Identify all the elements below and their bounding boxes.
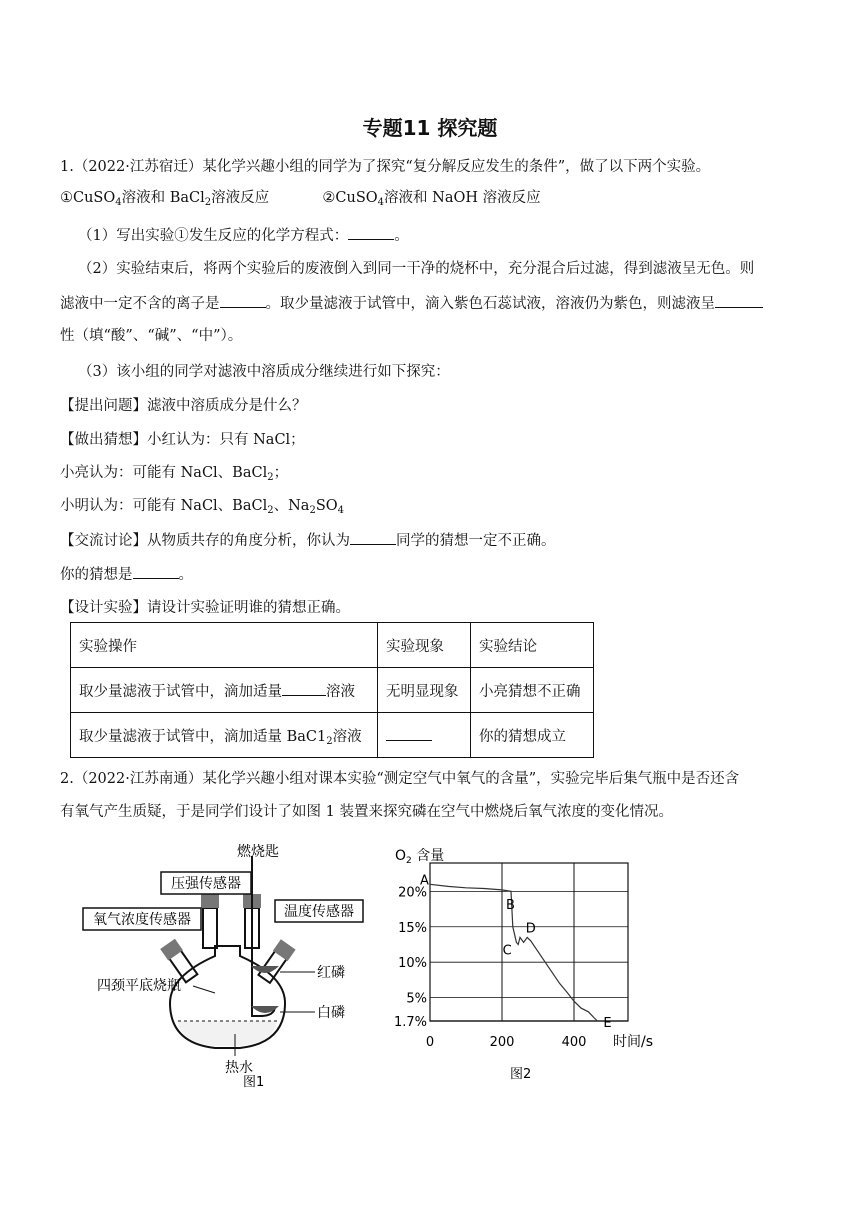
table-cell: 取少量滤液于试管中，滴加适量 $BaC1_2$溶液 xyxy=(71,713,378,758)
oxygen-chart xyxy=(385,838,685,1088)
q1-part2-b: 滤液中一定不含的离子是 。取少量滤液于试管中，滴入紫色石蕊试液，溶液仍为紫色，则滤液呈 xyxy=(60,293,763,314)
ask-question: 【提出问题】滤液中溶质成分是什么？ xyxy=(60,398,307,414)
table-cell: 取少量滤液于试管中，滴加适量 溶液 xyxy=(71,668,378,713)
q1-part2-a: （2）实验结束后，将两个实验后的废液倒入到同一干净的烧杯中，充分混合后过滤，得到滤液呈无色。则 xyxy=(78,261,755,277)
q2-line2: 有氧气产生质疑，于是同学们设计了如图 1 装置来探究磷在空气中燃烧后氧气浓度的变化情况。 xyxy=(60,804,673,820)
exp1-text: ①CuSO$_4$溶液和 BaCl$_2$溶液反应 xyxy=(60,190,270,208)
answer-blank[interactable] xyxy=(282,681,326,696)
answer-blank[interactable] xyxy=(348,225,394,240)
answer-blank[interactable] xyxy=(386,726,432,741)
x-tick-label: 400 xyxy=(561,1035,587,1050)
q1-part3: （3）该小组的同学对滤液中溶质成分继续进行如下探究： xyxy=(78,364,450,380)
y-tick-label: 5% xyxy=(406,991,427,1007)
chart-xlabel: 时间/s xyxy=(613,1034,654,1050)
your-guess: 你的猜想是 。 xyxy=(60,564,193,585)
answer-blank[interactable] xyxy=(220,293,266,308)
table-cell: 无明显现象 xyxy=(378,668,471,713)
q1-part1: （1）写出实验①发生反应的化学方程式： 。 xyxy=(78,225,409,246)
q2-line1: 2.（2022·江苏南通）某化学兴趣小组对课本实验“测定空气中氧气的含量”，实验完毕后集气瓶中是否还含 xyxy=(60,771,740,787)
white-phosphorus-label: 白磷 xyxy=(317,1005,345,1021)
temp-sensor-plug xyxy=(273,939,296,961)
table-row xyxy=(71,713,594,758)
guess-xiaohong: 【做出猜想】小红认为：只有 NaCl； xyxy=(60,432,305,448)
page-title: 专题11 探究题 xyxy=(362,116,498,140)
table-header: 实验结论 xyxy=(471,623,594,668)
white-phosphorus xyxy=(251,1006,279,1013)
guess-xiaoming: 小明认为：可能有 NaCl、BaCl$_2$、$Na_2SO_4$ xyxy=(60,498,345,516)
table-cell xyxy=(378,713,471,758)
table-header: 实验操作 xyxy=(71,623,378,668)
pressure-sensor-label: 压强传感器 xyxy=(171,876,241,892)
point-label-c: C xyxy=(502,943,512,959)
point-label-a: A xyxy=(420,873,429,889)
q1-part2-c: 性（填“酸”、“碱”、“中”）。 xyxy=(60,328,243,344)
answer-blank[interactable] xyxy=(350,530,396,545)
design-experiment: 【设计实验】请设计实验证明谁的猜想正确。 xyxy=(60,600,350,616)
table-row xyxy=(71,668,594,713)
guess-xiaoliang: 小亮认为：可能有 NaCl、BaCl$_2$； xyxy=(60,465,289,483)
figure1-caption: 图1 xyxy=(243,1075,265,1088)
point-label-e: E xyxy=(603,1016,612,1031)
q1-experiments xyxy=(60,188,541,208)
apparatus-figure xyxy=(75,838,375,1088)
chart-ylabel: $O_2$ 含量 xyxy=(395,848,445,866)
hot-water-label: 热水 xyxy=(225,1060,253,1076)
experiment-table xyxy=(70,622,594,758)
table-header: 实验现象 xyxy=(378,623,471,668)
red-phosphorus-label: 红磷 xyxy=(317,965,345,981)
answer-blank[interactable] xyxy=(715,293,763,308)
flask-label: 四颈平底烧瓶 xyxy=(97,978,181,994)
y-tick-label: 1.7% xyxy=(393,1015,427,1030)
exp2-text: ②CuSO$_4$溶液和 NaOH 溶液反应 xyxy=(322,190,541,208)
oxygen-sensor-label: 氧气浓度传感器 xyxy=(93,912,191,928)
y-tick-label: 20% xyxy=(398,885,427,901)
q1-header: 1.（2022·江苏宿迁）某化学兴趣小组的同学为了探究“复分解反应发生的条件”，做了以下两个实验。 xyxy=(60,159,711,175)
point-label-d: D xyxy=(525,921,536,937)
x-tick-label: 0 xyxy=(425,1035,435,1050)
x-tick-label: 200 xyxy=(489,1035,515,1050)
table-header-row xyxy=(71,623,594,668)
pressure-sensor-plug xyxy=(201,894,219,908)
table-cell: 小亮猜想不正确 xyxy=(471,668,594,713)
oxygen-sensor-plug xyxy=(160,939,183,961)
spoon-label: 燃烧匙 xyxy=(237,844,279,860)
temp-sensor-label: 温度传感器 xyxy=(284,904,354,920)
red-phosphorus xyxy=(251,966,279,973)
point-label-b: B xyxy=(506,898,515,914)
y-tick-label: 10% xyxy=(398,956,427,972)
answer-blank[interactable] xyxy=(133,564,179,579)
discussion: 【交流讨论】从物质共存的角度分析，你认为 同学的猜想一定不正确。 xyxy=(60,530,556,551)
pressure-neck xyxy=(203,908,217,948)
table-cell: 你的猜想成立 xyxy=(471,713,594,758)
figure2-caption: 图2 xyxy=(510,1067,532,1082)
y-tick-label: 15% xyxy=(398,920,427,936)
